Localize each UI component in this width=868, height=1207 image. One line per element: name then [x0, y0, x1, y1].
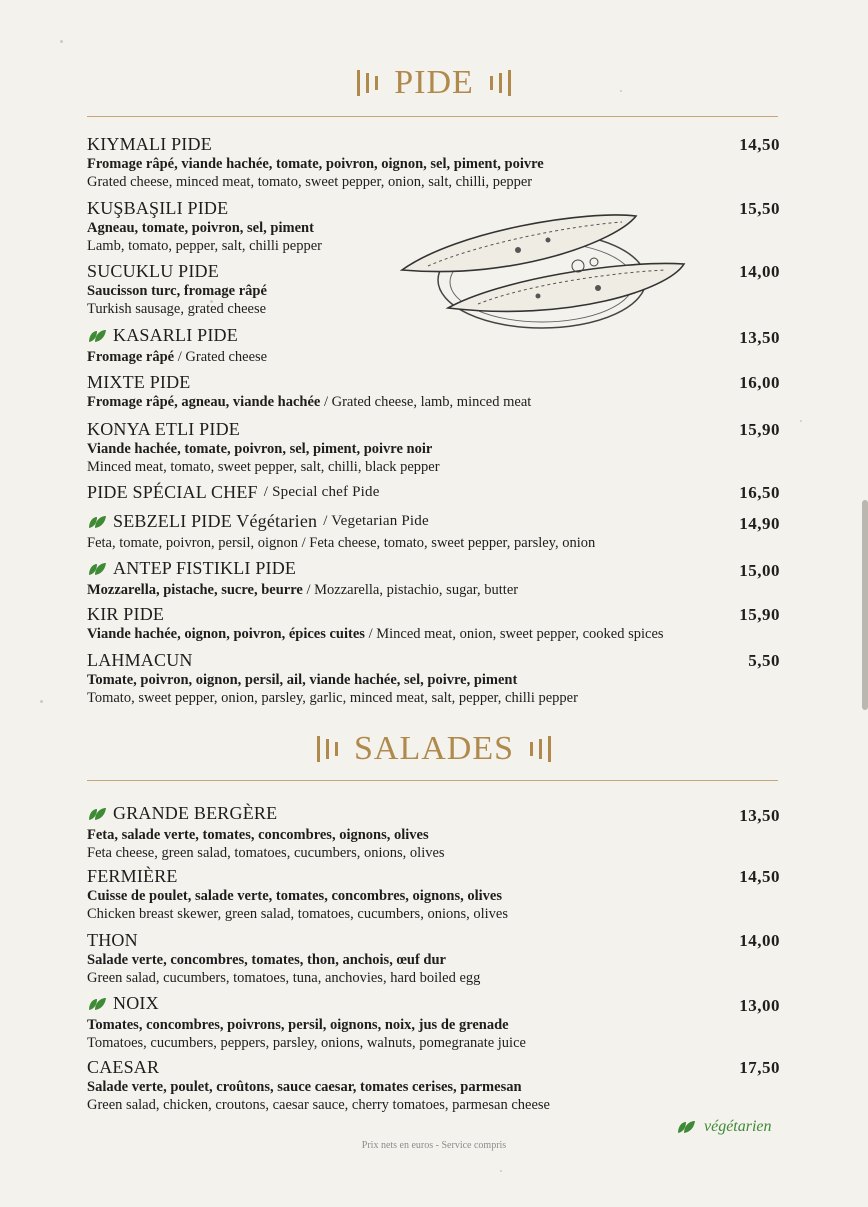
item-name: CAESAR	[87, 1057, 160, 1077]
item-description-en: Lamb, tomato, pepper, salt, chilli pepper	[87, 238, 322, 254]
item-price: 14,50	[739, 867, 780, 886]
item-description: Feta, tomate, poivron, persil, oignon / Feta cheese, tomato, sweet pepper, parsley, onion	[87, 534, 596, 551]
item-description-fr: Agneau, tomate, poivron, sel, piment	[87, 220, 314, 236]
item-name-translation: / Vegetarian Pide	[323, 513, 429, 529]
item-description-en: Minced meat, tomato, sweet pepper, salt, chilli, black pepper	[87, 459, 440, 475]
item-name: GRANDE BERGÈRE	[113, 803, 278, 823]
menu-item	[87, 482, 780, 503]
vegetarian-leaf-icon	[87, 515, 107, 529]
item-description-fr: Feta, salade verte, tomates, concombres, oignons, olives	[87, 826, 429, 843]
item-name: MIXTE PIDE	[87, 372, 191, 392]
item-description-fr: Salade verte, poulet, croûtons, sauce caesar, tomates cerises, parmesan	[87, 1079, 522, 1095]
item-description-fr: Viande hachée, tomate, poivron, sel, piment, poivre noir	[87, 441, 433, 457]
item-name-wrap	[87, 511, 429, 532]
item-name: FERMIÈRE	[87, 866, 178, 886]
item-price: 15,50	[739, 199, 780, 218]
menu-item	[87, 604, 780, 643]
paper-speckle	[800, 420, 802, 422]
item-price: 14,00	[739, 931, 780, 950]
item-name: KIYMALI PIDE	[87, 134, 212, 154]
section-title-pide-label: PIDE	[394, 64, 474, 101]
menu-item	[87, 1057, 780, 1114]
item-description-en: Chicken breast skewer, green salad, tomatoes, cucumbers, onions, olives	[87, 906, 509, 922]
item-name-wrap	[87, 558, 296, 579]
item-price: 13,50	[739, 327, 780, 347]
item-name: LAHMACUN	[87, 650, 193, 670]
menu-item	[87, 930, 780, 987]
scrollbar-thumb[interactable]	[862, 500, 868, 710]
item-price: 15,90	[739, 605, 780, 624]
section-divider	[87, 780, 778, 781]
paper-speckle	[60, 40, 63, 43]
item-price: 14,50	[739, 135, 780, 154]
item-description-en: Grated cheese, minced meat, tomato, sweet pepper, onion, salt, chilli, pepper	[87, 174, 533, 190]
item-name: NOIX	[113, 993, 159, 1013]
paper-speckle	[40, 700, 43, 703]
menu-item	[87, 558, 780, 599]
vegetarian-leaf-icon	[87, 807, 107, 821]
item-price: 16,00	[739, 373, 780, 392]
item-description-en: / Mozzarella, pistachio, sugar, butter	[302, 581, 519, 598]
vegetarian-leaf-icon	[87, 997, 107, 1011]
item-price: 13,50	[739, 805, 780, 825]
item-name: THON	[87, 930, 138, 950]
item-description-en: / Grated cheese	[174, 348, 268, 365]
item-name: PIDE SPÉCIAL CHEF	[87, 482, 258, 502]
item-description-en: Tomatoes, cucumbers, peppers, parsley, onions, walnuts, pomegranate juice	[87, 1034, 526, 1051]
item-description-en: Feta cheese, green salad, tomatoes, cucumbers, onions, olives	[87, 844, 445, 861]
vegetarian-leaf-icon	[676, 1120, 696, 1134]
item-description-fr: Tomate, poivron, oignon, persil, ail, viande hachée, sel, poivre, piment	[87, 672, 518, 688]
menu-item	[87, 993, 780, 1052]
item-price: 16,50	[739, 483, 780, 502]
menu-item	[87, 134, 780, 191]
item-description-en: Green salad, cucumbers, tomatoes, tuna, anchovies, hard boiled egg	[87, 970, 481, 986]
title-ornament-left	[317, 736, 338, 762]
item-price: 15,00	[739, 560, 780, 580]
vegetarian-leaf-icon	[87, 329, 107, 343]
item-name: KIR PIDE	[87, 604, 165, 624]
item-name: SUCUKLU PIDE	[87, 261, 219, 281]
section-title-salades	[0, 730, 868, 768]
menu-item	[87, 198, 780, 255]
item-price: 17,50	[739, 1058, 780, 1077]
title-ornament-right	[530, 736, 551, 762]
item-description-fr: Fromage râpé, agneau, viande hachée	[87, 394, 321, 410]
vegetarian-leaf-icon	[87, 562, 107, 576]
item-description-fr: Fromage râpé, viande hachée, tomate, poivron, oignon, sel, piment, poivre	[87, 156, 544, 172]
item-description-en: Tomato, sweet pepper, onion, parsley, garlic, minced meat, salt, pepper, chilli pepper	[87, 690, 578, 706]
item-name-wrap	[87, 993, 159, 1014]
menu-item	[87, 261, 780, 318]
item-description-fr: Viande hachée, oignon, poivron, épices cuites	[87, 626, 365, 642]
title-ornament-left	[357, 70, 378, 96]
menu-item	[87, 650, 780, 707]
item-name: SEBZELI PIDE Végétarien	[113, 511, 318, 531]
item-description-fr: Fromage râpé	[87, 348, 175, 365]
item-name-translation: / Special chef Pide	[263, 484, 380, 500]
item-name-wrap	[87, 803, 277, 824]
item-name: KONYA ETLI PIDE	[87, 419, 240, 439]
menu-item	[87, 325, 780, 366]
paper-speckle	[500, 1170, 502, 1172]
item-name: ANTEP FISTIKLI PIDE	[113, 558, 297, 578]
item-description-en: / Minced meat, onion, sweet pepper, cooked spices	[364, 626, 664, 642]
item-description-en: Turkish sausage, grated cheese	[87, 301, 267, 317]
item-description-fr: Tomates, concombres, poivrons, persil, oignons, noix, jus de grenade	[87, 1016, 509, 1033]
title-ornament-right	[490, 70, 511, 96]
item-description-fr: Mozzarella, pistache, sucre, beurre	[87, 581, 303, 598]
section-title-pide	[0, 64, 868, 102]
menu-item	[87, 866, 780, 923]
item-price: 13,00	[739, 995, 780, 1015]
item-price: 14,90	[739, 513, 780, 533]
menu-item	[87, 511, 780, 552]
item-description-fr: Salade verte, concombres, tomates, thon, anchois, œuf dur	[87, 952, 446, 968]
item-description-en: / Grated cheese, lamb, minced meat	[320, 394, 532, 410]
vegetarian-legend	[676, 1118, 772, 1136]
item-price: 14,00	[739, 262, 780, 281]
menu-item	[87, 372, 780, 411]
legend-label: végétarien	[704, 1118, 772, 1135]
item-description-en: Green salad, chicken, croutons, caesar sauce, cherry tomatoes, parmesan cheese	[87, 1097, 550, 1113]
item-name: KASARLI PIDE	[113, 325, 238, 345]
item-name-wrap	[87, 325, 238, 346]
section-title-salades-label: SALADES	[353, 730, 515, 767]
item-price: 5,50	[748, 651, 780, 670]
menu-item	[87, 803, 780, 862]
price-note: Prix nets en euros - Service compris	[361, 1140, 507, 1151]
item-name: KUŞBAŞILI PIDE	[87, 198, 229, 218]
item-name-wrap	[87, 482, 380, 503]
item-description-fr: Cuisse de poulet, salade verte, tomates, concombres, oignons, olives	[87, 888, 502, 904]
menu-item	[87, 419, 780, 476]
item-description-fr: Saucisson turc, fromage râpé	[87, 283, 267, 299]
section-divider	[87, 116, 778, 117]
item-price: 15,90	[739, 420, 780, 439]
